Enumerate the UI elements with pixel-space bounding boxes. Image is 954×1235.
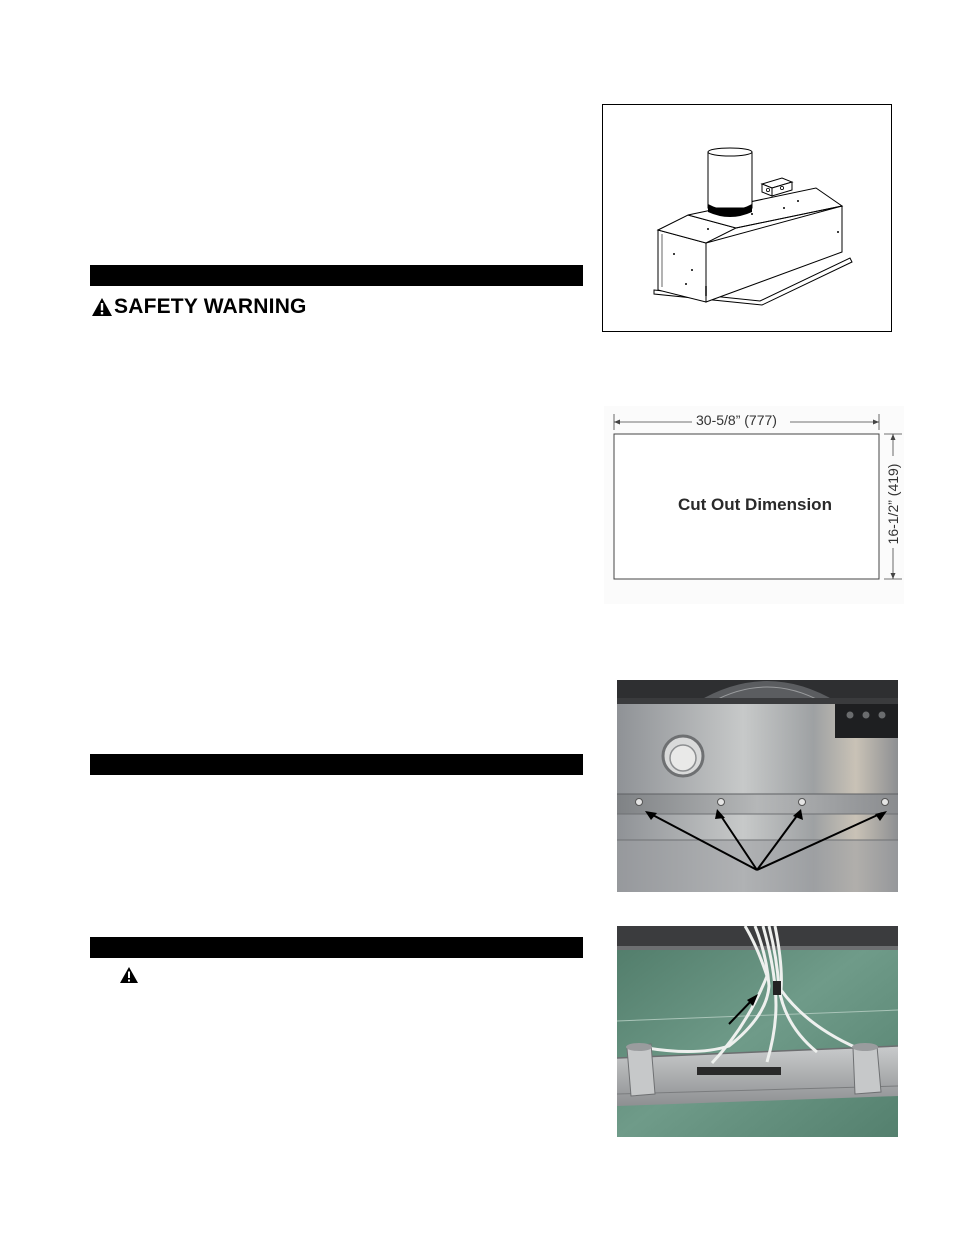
hood-screws-photo (617, 680, 898, 892)
cutout-caption: Cut Out Dimension (678, 495, 832, 514)
warning-triangle-icon (119, 966, 139, 984)
safety-warning-title: SAFETY WARNING (114, 295, 307, 318)
light-wiring-photo (617, 926, 898, 1137)
section-header-bar-3 (90, 937, 583, 958)
cutout-dimension-diagram (604, 406, 904, 604)
safety-warning-heading (91, 294, 307, 320)
cutout-height-label: 16-1/2” (419) (885, 463, 901, 545)
hood-insert-drawing (602, 104, 892, 332)
section-header-bar-2 (90, 754, 583, 775)
warning-triangle-icon (91, 297, 113, 317)
cutout-width-label: 30-5/8” (777) (696, 412, 777, 428)
section-header-bar-1 (90, 265, 583, 286)
